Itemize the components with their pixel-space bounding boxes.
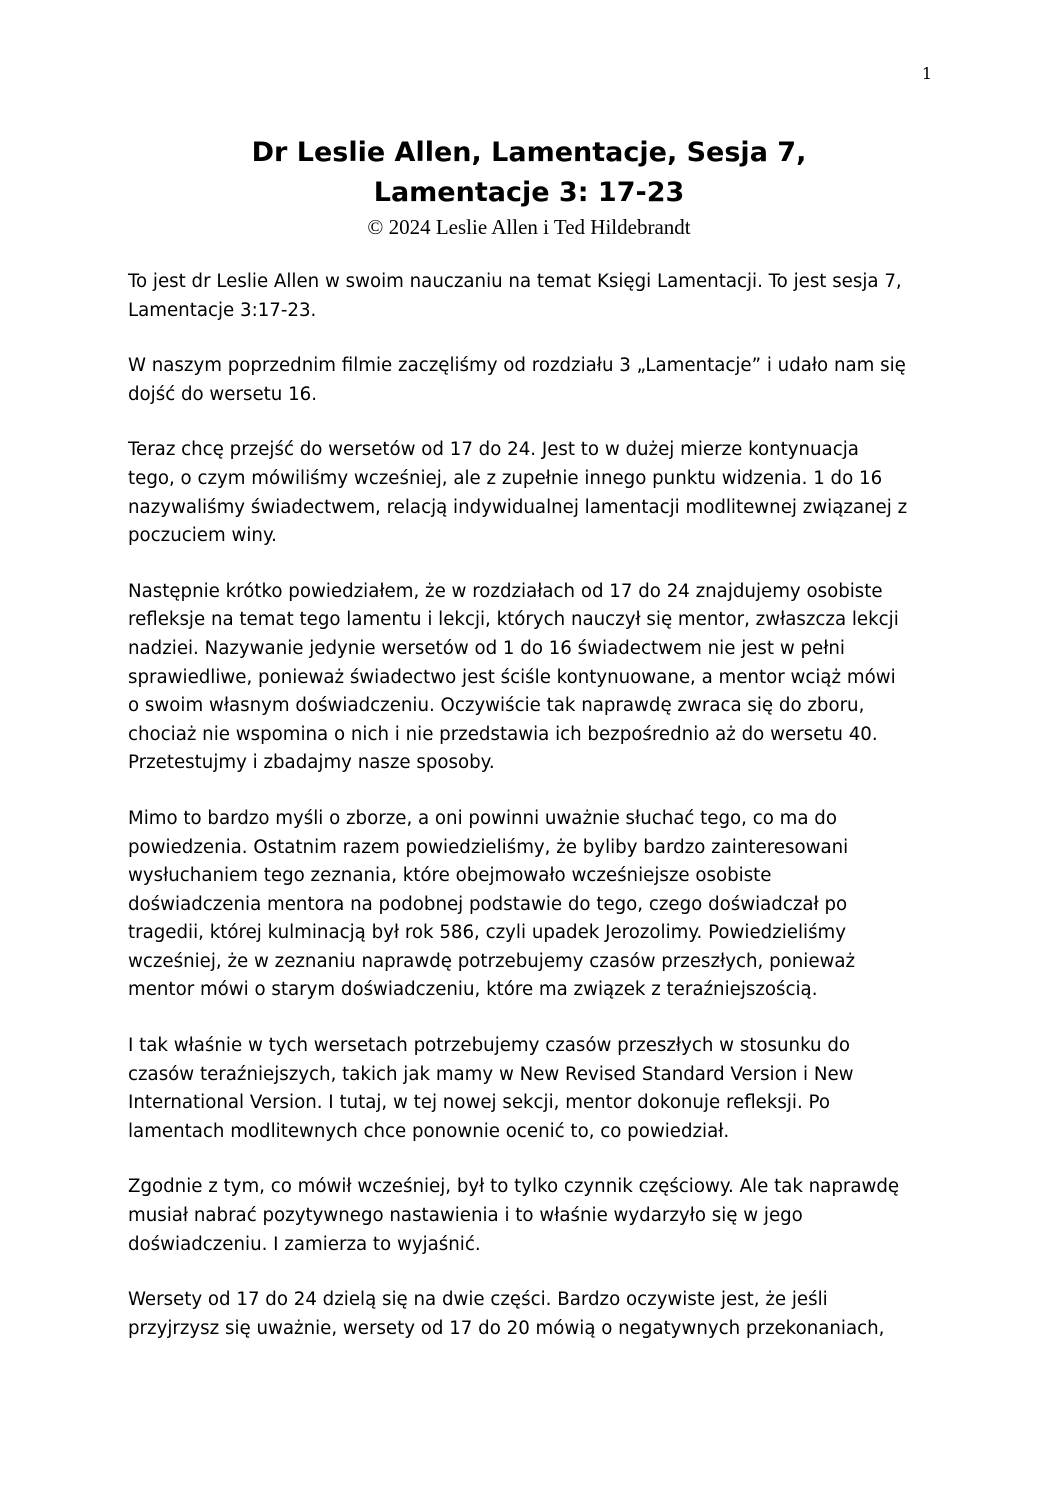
document-title-line-1: Dr Leslie Allen, Lamentacje, Sesja 7, — [251, 137, 807, 168]
paragraph-line: tragedii, której kulminacją był rok 586, czyli upadek Jerozolimy. Powiedzieliśmy — [128, 922, 847, 944]
paragraph-line: sprawiedliwe, ponieważ świadectwo jest ściśle kontynuowane, a mentor wciąż mówi — [128, 666, 896, 688]
paragraph-line: Wersety od 17 do 24 dzielą się na dwie części. Bardzo oczywiste jest, że jeśli — [128, 1289, 828, 1311]
paragraph-line: Następnie krótko powiedziałem, że w rozdziałach od 17 do 24 znajdujemy osobiste — [128, 580, 883, 602]
paragraph-line: tego, o czym mówiliśmy wcześniej, ale z zupełnie innego punktu widzenia. 1 do 16 — [128, 467, 883, 489]
paragraph-line: Teraz chcę przejść do wersetów od 17 do 24. Jest to w dużej mierze kontynuacja — [128, 439, 859, 461]
paragraph-line: o swoim własnym doświadczeniu. Oczywiście tak naprawdę zwraca się do zboru, — [128, 695, 865, 717]
paragraph-line: doświadczeniu. I zamierza to wyjaśnić. — [128, 1233, 481, 1255]
paragraph-line: przyjrzysz się uważnie, wersety od 17 do 20 mówią o negatywnych przekonaniach, — [128, 1317, 885, 1339]
paragraph — [128, 436, 948, 550]
paragraph-line: doświadczenia mentora na podobnej podstawie do tego, czego doświadczał po — [128, 893, 848, 915]
document-header — [0, 133, 1058, 241]
paragraph-line: Przetestujmy i zbadajmy nasze sposoby. — [128, 752, 495, 774]
paragraph-line: Zgodnie z tym, co mówił wcześniej, był to tylko czynnik częściowy. Ale tak naprawdę — [128, 1176, 900, 1198]
paragraph — [128, 352, 948, 409]
paragraph-line: W naszym poprzednim filmie zaczęliśmy od rozdziału 3 „Lamentacje” i udało nam się — [128, 355, 906, 377]
paragraph-line: mentor mówi o starym doświadczeniu, które ma związek z teraźniejszością. — [128, 979, 818, 1001]
paragraph-line: To jest dr Leslie Allen w swoim nauczaniu na temat Księgi Lamentacji. To jest sesja 7, — [128, 271, 902, 292]
paragraph — [128, 1286, 948, 1343]
document-body — [128, 268, 948, 1370]
paragraph-line: Lamentacje 3:17-23. — [128, 299, 317, 321]
paragraph — [128, 805, 948, 1005]
paragraph-line: wysłuchaniem tego zeznania, które obejmowało wcześniejsze osobiste — [128, 865, 772, 887]
paragraph — [128, 1032, 948, 1146]
paragraph-line: I tak właśnie w tych wersetach potrzebujemy czasów przeszłych w stosunku do — [128, 1035, 851, 1057]
paragraph-line: nazywaliśmy świadectwem, relacją indywidualnej lamentacji modlitewnej związanej z — [128, 496, 908, 518]
paragraph-line: Mimo to bardzo myśli o zborze, a oni powinni uważnie słuchać tego, co ma do — [128, 807, 837, 829]
document-title-line-2: Lamentacje 3: 17-23 — [373, 177, 685, 208]
paragraph — [128, 578, 948, 778]
copyright-notice: © 2024 Leslie Allen i Ted Hildebrandt — [367, 215, 691, 239]
paragraph — [128, 1173, 948, 1259]
paragraph-line: powiedzenia. Ostatnim razem powiedzieliśmy, że byliby bardzo zainteresowani — [128, 836, 849, 858]
paragraph-line: lamentach modlitewnych chce ponownie ocenić to, co powiedział. — [128, 1120, 730, 1142]
paragraph — [128, 268, 948, 325]
paragraph-line: dojść do wersetu 16. — [128, 383, 318, 405]
paragraph-line: International Version. I tutaj, w tej nowej sekcji, mentor dokonuje refleksji. Po — [128, 1092, 830, 1114]
paragraph-line: refleksje na temat tego lamentu i lekcji, których nauczył się mentor, zwłaszcza lekcji — [128, 609, 899, 631]
page-number: 1 — [921, 64, 932, 83]
paragraph-line: wcześniej, że w zeznaniu naprawdę potrzebujemy czasów przeszłych, ponieważ — [128, 950, 856, 972]
paragraph-line: poczuciem winy. — [128, 525, 277, 547]
paragraph-line: musiał nabrać pozytywnego nastawienia i to właśnie wydarzyło się w jego — [128, 1205, 803, 1227]
paragraph-line: czasów teraźniejszych, takich jak mamy w New Revised Standard Version i New — [128, 1063, 854, 1085]
paragraph-line: chociaż nie wspomina o nich i nie przedstawia ich bezpośrednio aż do wersetu 40. — [128, 723, 878, 745]
paragraph-line: nadziei. Nazywanie jedynie wersetów od 1 do 16 świadectwem nie jest w pełni — [128, 637, 845, 659]
